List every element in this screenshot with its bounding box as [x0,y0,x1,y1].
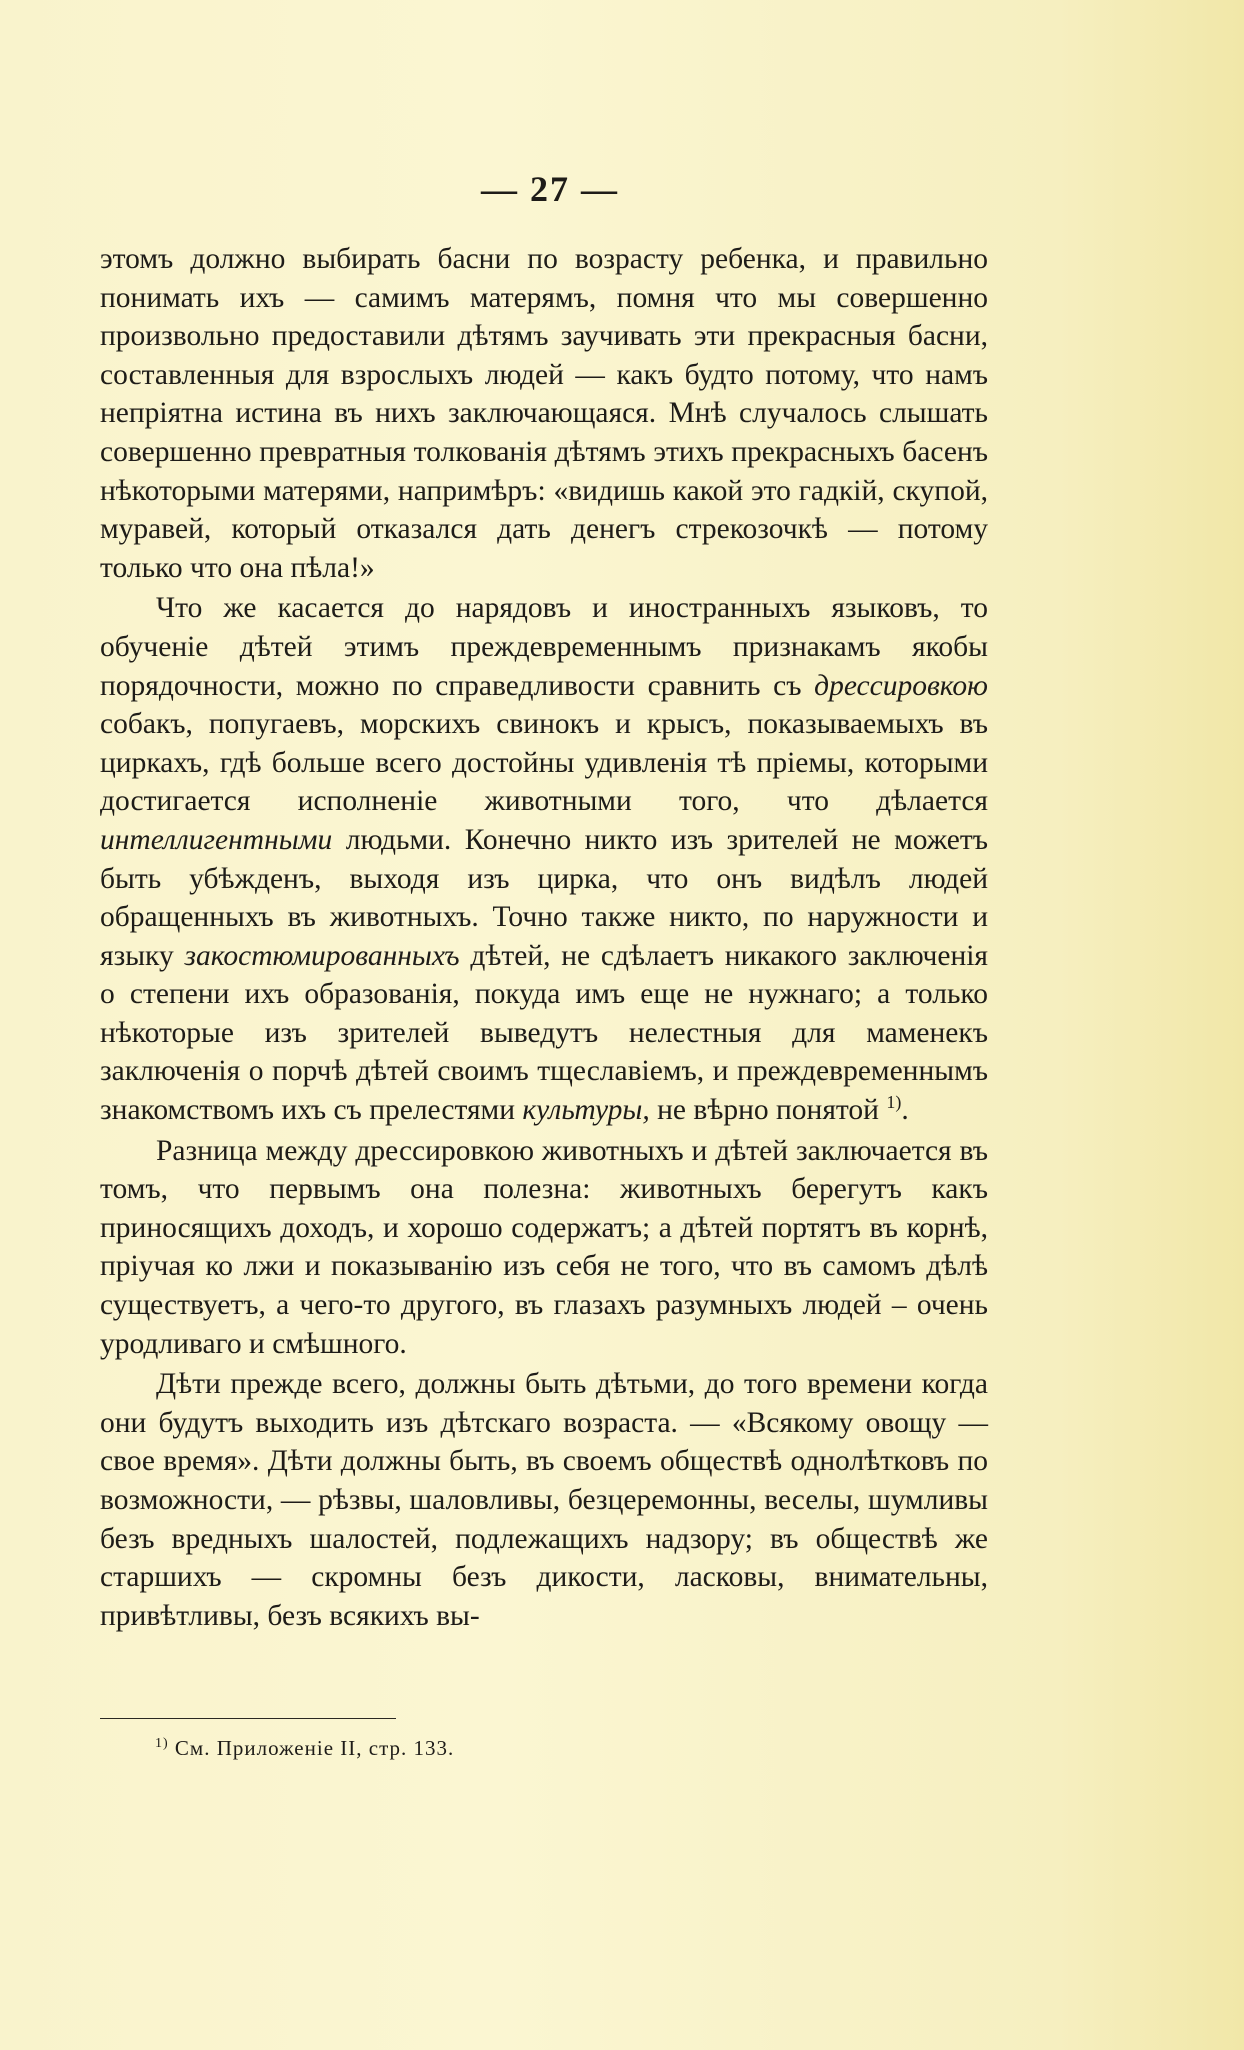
footnote-reference[interactable]: 1) [886,1092,902,1113]
footnote-mark: 1) [155,1736,169,1751]
emphasis-zakostyumirovannykh: закостюмированныхъ [184,939,460,972]
body-text [100,240,988,1635]
paragraph-2-text-6: . [901,1094,909,1127]
paragraph-4 [100,1365,988,1635]
footnote [155,1736,454,1761]
emphasis-dressirovkoyu: дрессировкою [814,669,988,702]
paragraph-2-text-4: дѣтей, не сдѣлаетъ никакого заключенія о степени ихъ образованія, покуда имъ еще не нужнаго; а только нѣкоторые изъ зрителей выведутъ нелестныя для маменекъ заключенія о порчѣ дѣтей своимъ тщеславіемъ, и преждевременнымъ знакомствомъ ихъ съ прелестями [100,939,988,1127]
paragraph-2-text-5: не вѣрно понятой [649,1094,887,1127]
paragraph-3-text: Разница между дрессировкою животныхъ и дѣтей заключается въ томъ, что первымъ она полезна: животныхъ берегутъ какъ приносящихъ доходъ, и хорошо содержатъ; а дѣтей портятъ въ корнѣ, пріучая ко лжи и показыванію изъ себя не того, что въ самомъ дѣлѣ существуетъ, а чего-то другого, въ глазахъ разумныхъ людей – очень уродливаго и смѣшного. [100,1134,988,1360]
paragraph-2-text-2: собакъ, попугаевъ, морскихъ свинокъ и крысъ, показываемыхъ въ циркахъ, гдѣ больше всего достойны удивленія тѣ пріемы, которыми достигается исполненіе животными того, что дѣлается [100,708,988,818]
paragraph-2-text-1: Что же касается до нарядовъ и иностранныхъ языковъ, то обученіе дѣтей этимъ преждевременнымъ признакамъ якобы порядочности, можно по справедливости сравнить съ [100,592,988,702]
emphasis-intelligentnymi: интеллигентными [100,823,333,856]
paragraph-2 [100,589,988,1129]
page-number: — 27 — [481,169,619,209]
paragraph-1-text: этомъ должно выбирать басни по возрасту ребенка, и правильно понимать ихъ — самимъ матерямъ, помня что мы совершенно произвольно предоставили дѣтямъ заучивать эти прекрасныя басни, составленныя для взрослыхъ людей — какъ будто потому, что намъ непріятна истина въ нихъ заключающаяся. Мнѣ случалось слышать совершенно превратныя толкованія дѣтямъ этихъ прекрасныхъ басенъ нѣкоторыми матерями, напримѣръ: «видишь какой это гадкій, скупой, муравей, который отказался дать денегъ стрекозочкѣ — потому только что она пѣла!» [100,243,988,584]
footnote-divider [100,1718,396,1719]
paragraph-3 [100,1132,988,1364]
footnote-text: См. Приложеніе II, стр. 133. [168,1736,455,1760]
paragraph-2-text-3: людьми. Конечно никто изъ зрителей не можетъ быть убѣжденъ, выходя изъ цирка, что онъ видѣлъ людей обращенныхъ въ животныхъ. Точно также никто, по наружности и языку [100,823,988,972]
paragraph-1 [100,240,988,587]
emphasis-kultury: культуры, [522,1094,650,1127]
paragraph-4-text: Дѣти прежде всего, должны быть дѣтьми, до того времени когда они будутъ выходить изъ дѣтскаго возраста. — «Всякому овощу — свое время». Дѣти должны быть, въ своемъ обществѣ однолѣтковъ по возможности, — рѣзвы, шаловливы, безцеремонны, веселы, шумливы безъ вредныхъ шалостей, подлежащихъ надзору; въ обществѣ же старшихъ — скромны безъ дикости, ласковы, внимательны, привѣтливы, безъ всякихъ вы- [100,1368,988,1632]
